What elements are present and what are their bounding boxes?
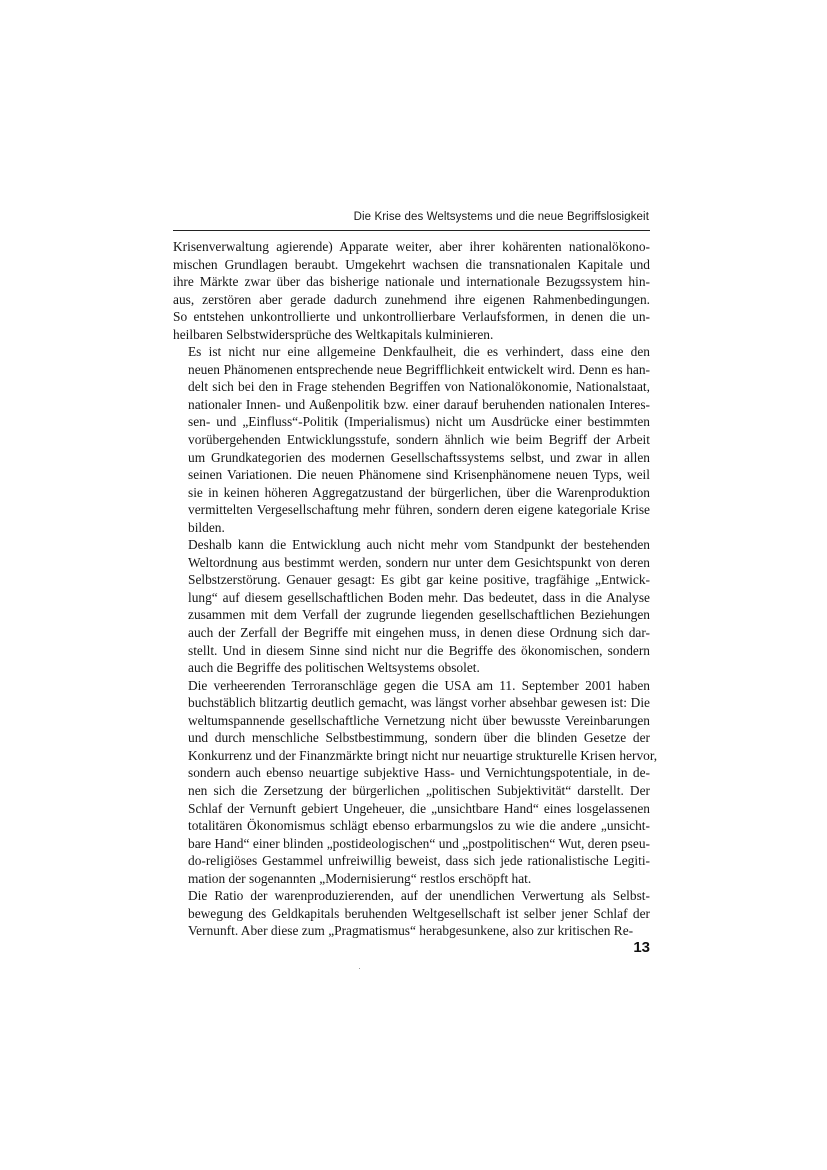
- text-line: weltumspannende gesellschaftliche Vernetzung nicht über bewusste Vereinbarungen: [188, 712, 650, 728]
- text-line: stellt. Und in diesem Sinne sind nicht nur die Begriffe des ökonomischen, sondern: [188, 642, 650, 658]
- text-line: sen- und „Einfluss“-Politik (Imperialismus) nicht um Ausdrücke einer bestimmten: [188, 414, 650, 430]
- text-line: auch der Zerfall der Begriffe mit eingehen muss, in denen diese Ordnung sich dar-: [188, 625, 650, 641]
- page-number: 13: [633, 939, 650, 956]
- text-line: ihre Märkte zwar über das bisherige nationale und internationale Bezugssystem hin-: [173, 274, 650, 290]
- text-line: So entstehen unkontrollierte und unkontrollierbare Verlaufsformen, in denen die un-: [173, 309, 650, 325]
- text-line: buchstäblich blitzartig deutlich gemacht, was längst vorher absehbar gewesen ist: Die: [188, 695, 650, 711]
- header-rule: [173, 230, 650, 231]
- text-line: neuen Phänomenen entsprechende neue Begrifflichkeit entwickelt wird. Denn es han-: [188, 361, 650, 377]
- text-line: Es ist nicht nur eine allgemeine Denkfaulheit, die es verhindert, dass eine den: [188, 344, 650, 360]
- text-line: heilbaren Selbstwidersprüche des Weltkapitals kulminieren.: [173, 326, 494, 342]
- text-line: nationaler Innen- und Außenpolitik bzw. einer darauf beruhenden nationalen Interes-: [188, 396, 650, 412]
- text-line: delt sich bei den in Frage stehenden Begriffen von Nationalökonomie, Nationalstaat,: [188, 379, 650, 395]
- text-line: mischen Grundlagen beraubt. Umgekehrt wachsen die transnationalen Kapitale und: [173, 256, 650, 272]
- paragraph-3: [173, 536, 650, 676]
- text-line: nen sich die Zersetzung der bürgerlichen „politischen Subjektivität“ darstellt. Der: [188, 782, 650, 798]
- paragraph-2: [173, 343, 650, 536]
- text-line: bare Hand“ einer blinden „postideologischen“ und „postpolitischen“ Wut, deren pseu-: [188, 835, 650, 851]
- text-line: Weltordnung aus bestimmt werden, sondern nur unter dem Gesichtspunkt von deren: [188, 554, 650, 570]
- text-line: Die Ratio der warenproduzierenden, auf der unendlichen Verwertung als Selbst-: [188, 888, 650, 904]
- text-line: bilden.: [188, 519, 225, 535]
- text-line: do-religiöses Gestammel unfreiwillig beweist, dass sich jede rationalistische Legiti-: [188, 853, 650, 869]
- text-line: Selbstzerstörung. Genauer gesagt: Es gibt gar keine positive, tragfähige „Entwick-: [188, 572, 650, 588]
- text-line: zusammen mit dem Verfall der zugrunde liegenden gesellschaftlichen Beziehungen: [188, 607, 650, 623]
- text-line: bewegung des Geldkapitals beruhenden Weltgesellschaft ist selber jener Schlaf der: [188, 905, 650, 921]
- text-line: Die verheerenden Terroranschläge gegen die USA am 11. September 2001 haben: [188, 677, 650, 693]
- scan-speck: [359, 968, 360, 969]
- paragraph-1: [173, 238, 650, 343]
- text-line: sie in keinen höheren Aggregatzustand der bürgerlichen, über die Warenproduktion: [188, 484, 650, 500]
- paragraph-4: [173, 677, 658, 888]
- text-line: Konkurrenz und der Finanzmärkte bringt nicht nur neuartige strukturelle Krisen hervor,: [188, 747, 658, 763]
- text-line: lung“ auf diesem gesellschaftlichen Boden mehr. Das bedeutet, dass in die Analyse: [188, 589, 650, 605]
- text-line: Krisenverwaltung agierende) Apparate weiter, aber ihrer kohärenten nationalökono-: [173, 239, 650, 254]
- text-line: sondern auch ebenso neuartige subjektive Hass- und Vernichtungspotentiale, in de-: [188, 765, 650, 781]
- text-line: vorübergehenden Entwicklungsstufe, sondern ähnlich wie beim Begriff der Arbeit: [188, 432, 650, 448]
- running-head: Die Krise des Weltsystems und die neue Begriffslosigkeit: [353, 211, 649, 223]
- text-line: Schlaf der Vernunft gebiert Ungeheuer, die „unsichtbare Hand“ eines losgelassenen: [188, 800, 650, 816]
- text-line: Vernunft. Aber diese zum „Pragmatismus“ herabgesunkene, also zur kritischen Re-: [188, 923, 634, 939]
- text-line: um Grundkategorien des modernen Gesellschaftssystems selbst, und zwar in allen: [188, 449, 650, 465]
- text-line: aus, zerstören aber gerade dadurch zunehmend ihre eigenen Rahmenbedingungen.: [173, 291, 650, 307]
- text-line: seinen Variationen. Die neuen Phänomene sind Krisenphänomene neuen Typs, weil: [188, 467, 650, 483]
- text-line: und durch menschliche Selbstbestimmung, sondern über die blinden Gesetze der: [188, 730, 650, 746]
- text-line: totalitären Ökonomismus schlägt ebenso erbarmungslos zu wie die andere „unsicht-: [188, 818, 650, 834]
- body-text: [173, 238, 658, 940]
- paragraph-5: [173, 887, 650, 940]
- text-line: vermittelten Vergesellschaftung mehr führen, sondern deren eigene kategoriale Krise: [188, 502, 650, 518]
- text-line: Deshalb kann die Entwicklung auch nicht mehr vom Standpunkt der bestehenden: [188, 537, 650, 553]
- text-line: mation der sogenannten „Modernisierung“ restlos erschöpft hat.: [188, 870, 532, 886]
- text-line: auch die Begriffe des politischen Weltsystems obsolet.: [188, 660, 480, 676]
